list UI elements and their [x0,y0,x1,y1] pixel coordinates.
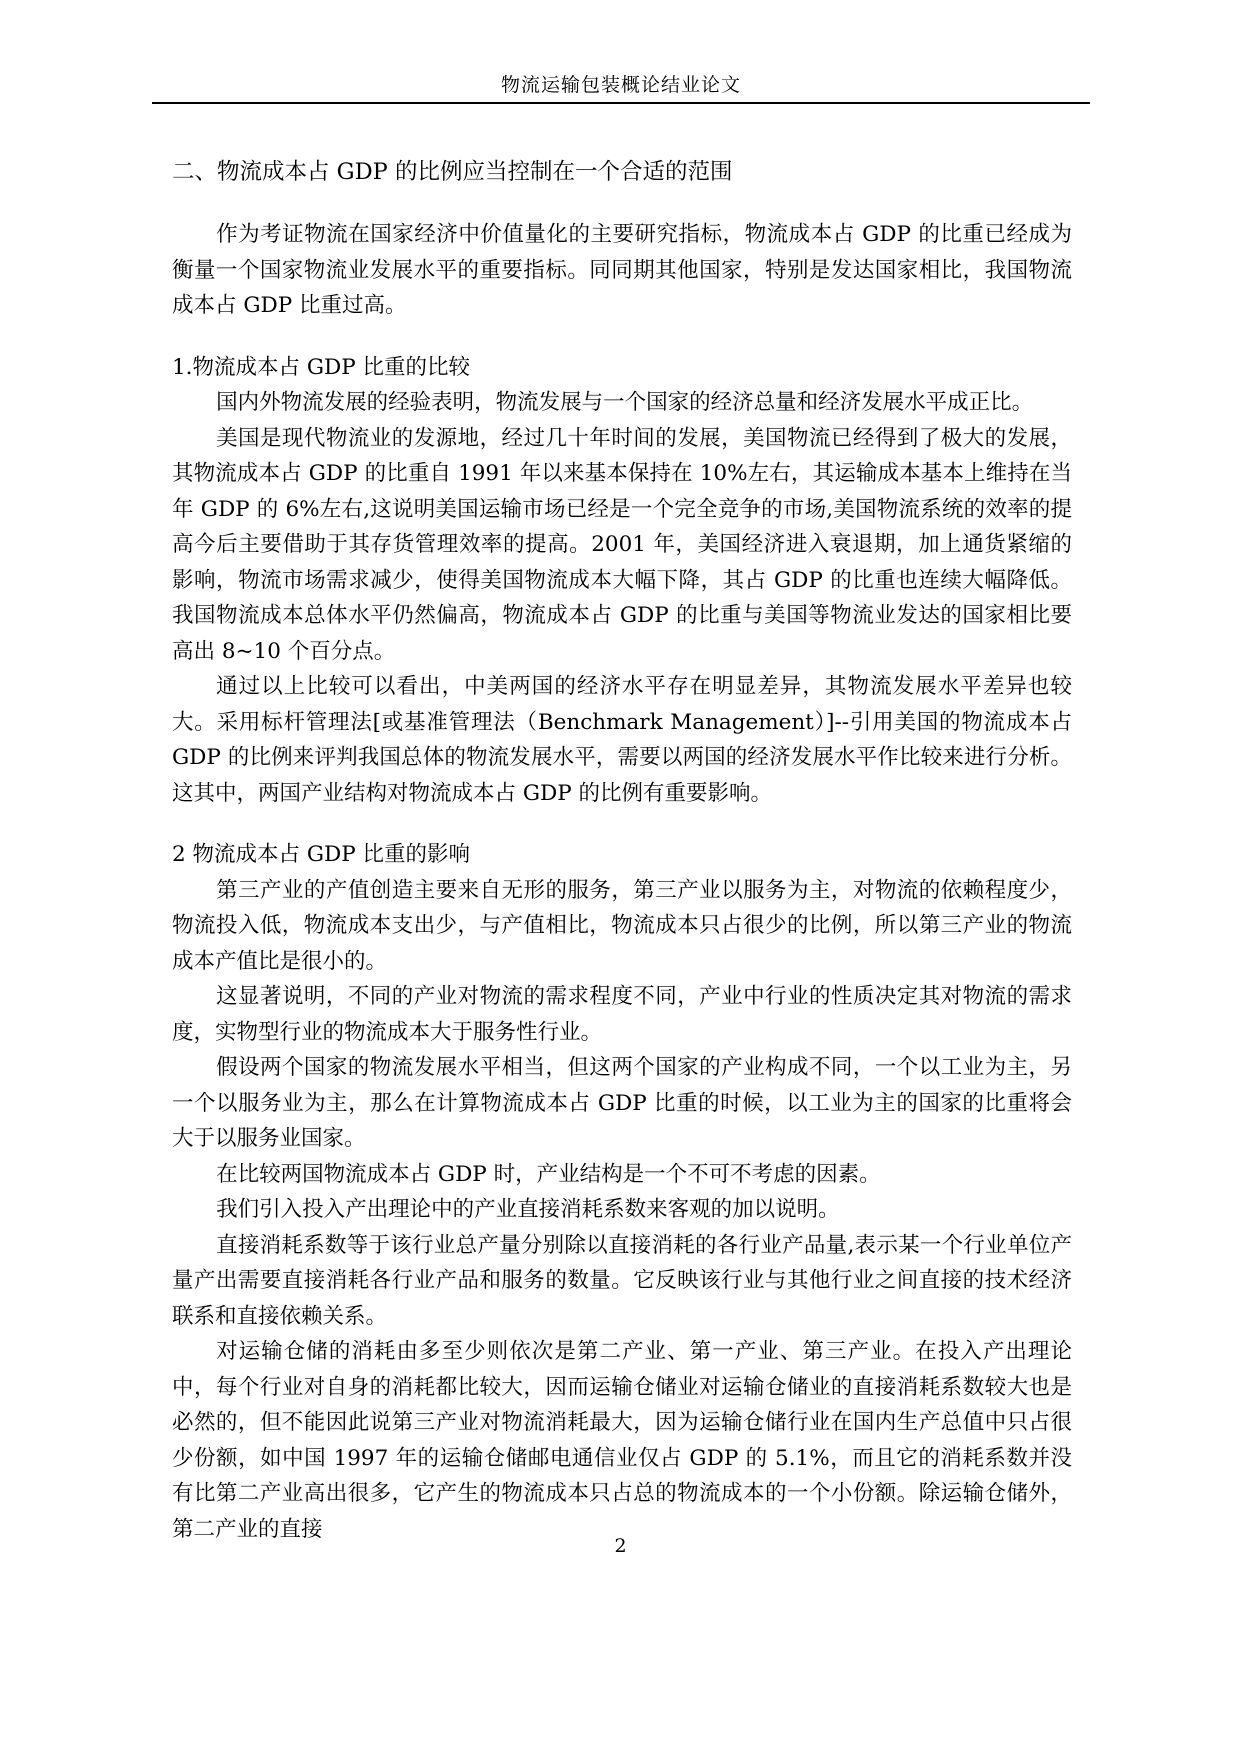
section-heading-2-impact: 2 物流成本占 GDP 比重的影响 [172,842,471,867]
document-body [172,155,1072,1547]
page-number: 2 [614,1535,627,1557]
paragraph: 假设两个国家的物流发展水平相当，但这两个国家的产业构成不同，一个以工业为主，另一个以服务业为主，那么在计算物流成本占 GDP 比重的时候，以工业为主的国家的比重将会大于以服务业国家。 [172,1055,1072,1151]
paragraph: 美国是现代物流业的发源地，经过几十年时间的发展，美国物流已经得到了极大的发展，其物流成本占 GDP 的比重自 1991 年以来基本保持在 10%左右，其运输成本基本上维持在当年 GDP 的 6%左右,这说明美国运输市场已经是一个完全竞争的市场,美国物流系统的效率的提高今后主要借助于其存货管理效率的提高。2001 年，美国经济进入衰退期，加上通货紧缩的影响，物流市场需求减少，使得美国物流成本大幅下降，其占 GDP 的比重也连续大幅降低。我国物流成本总体水平仍然偏高，物流成本占 GDP 的比重与美国等物流业发达的国家相比要高出 8~10 个百分点。 [172,425,1072,664]
section-heading-1-compare: 1.物流成本占 GDP 比重的比较 [172,354,471,380]
page-header: 物流运输包装概论结业论文 [500,74,741,96]
paragraph: 第三产业的产值创造主要来自无形的服务，第三产业以服务为主，对物流的依赖程度少，物流投入低，物流成本支出少，与产值相比，物流成本只占很少的比例，所以第三产业的物流成本产值比是很小的。 [172,877,1072,974]
paragraph: 直接消耗系数等于该行业总产量分别除以直接消耗的各行业产品量,表示某一个行业单位产量产出需要直接消耗各行业产品和服务的数量。它反映该行业与其他行业之间直接的技术经济联系和直接依赖关系。 [172,1232,1072,1329]
paragraph: 在比较两国物流成本占 GDP 时，产业结构是一个不可不考虑的因素。 [216,1161,881,1187]
paragraph: 作为考证物流在国家经济中价值量化的主要研究指标，物流成本占 GDP 的比重已经成为衡量一个国家物流业发展水平的重要指标。同同期其他国家，特别是发达国家相比，我国物流成本占 GDP 比重过高。 [172,222,1072,318]
paragraph: 通过以上比较可以看出，中美两国的经济水平存在明显差异，其物流发展水平差异也较大。采用标杆管理法[或基准管理法（Benchmark Management）]--引用美国的物流成本占 GDP 的比例来评判我国总体的物流发展水平，需要以两国的经济发展水平作比较来进行分析。这其中，两国产业结构对物流成本占 GDP 的比例有重要影响。 [172,674,1072,806]
paragraph: 我们引入投入产出理论中的产业直接消耗系数来客观的加以说明。 [216,1197,840,1222]
paragraph: 国内外物流发展的经验表明，物流发展与一个国家的经济总量和经济发展水平成正比。 [216,390,1034,415]
paragraph: 对运输仓储的消耗由多至少则依次是第二产业、第一产业、第三产业。在投入产出理论中，每个行业对自身的消耗都比较大，因而运输仓储业对运输仓储业的直接消耗系数较大也是必然的，但不能因此说第三产业对物流消耗最大，因为运输仓储行业在国内生产总值中只占很少份额，如中国 1997 年的运输仓储邮电通信业仅占 GDP 的 5.1%，而且它的消耗系数并没有比第二产业高出很多，它产生的物流成本只占总的物流成本的一个小份额。除运输仓储外，第二产业的直接 [172,1339,1072,1542]
section-heading-2: 二、物流成本占 GDP 的比例应当控制在一个合适的范围 [172,159,733,185]
paragraph: 这显著说明，不同的产业对物流的需求程度不同，产业中行业的性质决定其对物流的需求度，实物型行业的物流成本大于服务性行业。 [172,984,1072,1045]
header-divider [152,102,1090,104]
